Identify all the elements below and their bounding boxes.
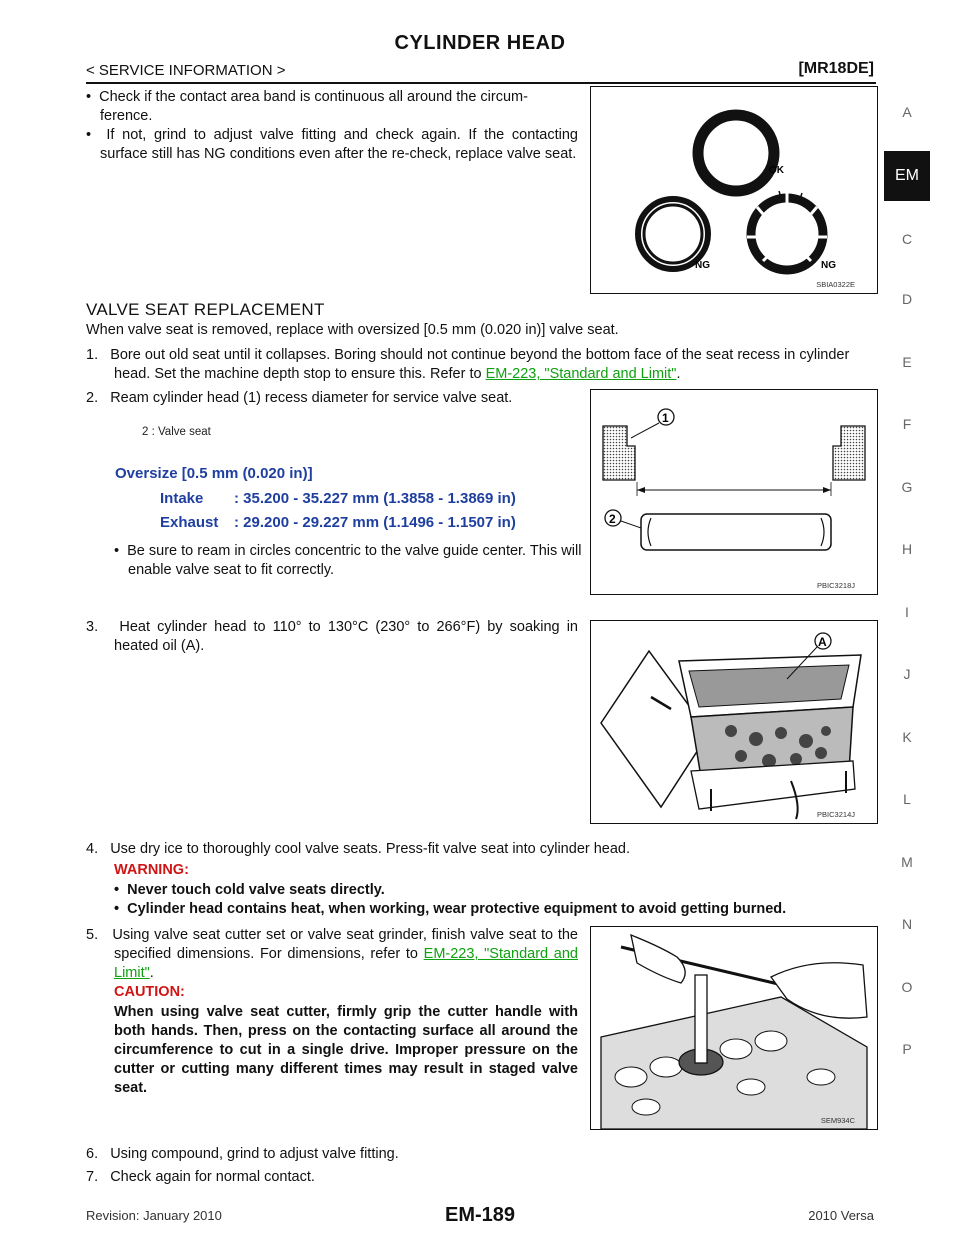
index-tab-h[interactable]: H	[901, 541, 913, 557]
intake-label: Intake	[160, 490, 204, 507]
valve-seat-cutter-figure	[590, 926, 878, 1130]
index-tab-n[interactable]: N	[901, 916, 913, 932]
index-tab-g[interactable]: G	[901, 479, 913, 495]
callout-2: 2	[609, 512, 616, 526]
section-breadcrumb: < SERVICE INFORMATION >	[86, 62, 286, 79]
revision-date: Revision: January 2010	[86, 1208, 222, 1223]
oil-bath-figure	[590, 620, 878, 824]
figure-code: PBIC3218J	[817, 581, 855, 590]
index-tab-e[interactable]: E	[902, 354, 912, 370]
ng-label-2: NG	[821, 260, 836, 271]
step-1: 1. Bore out old seat until it collapses. Boring should not continue beyond the bottom face of the seat recess in cylinder head. Set the machine depth stop to ensure this. Refer to EM-223, "Standard and Limit".	[86, 347, 850, 382]
page-number: EM-189	[444, 1204, 516, 1226]
ok-label: OK	[769, 165, 784, 176]
step-5: 5. Using valve seat cutter set or valve seat grinder, finish valve seat to the specified dimensions. For dimensions, refer to EM-223, "Standard and Limit".	[86, 927, 578, 981]
index-tab-l[interactable]: L	[903, 791, 911, 807]
step-7: 7. Check again for normal contact.	[86, 1169, 315, 1185]
section-heading: VALVE SEAT REPLACEMENT	[86, 300, 325, 319]
standard-limit-link[interactable]: EM-223, "Standard and Limit"	[485, 366, 677, 382]
callout-1: 1	[662, 411, 669, 425]
warning-label: WARNING:	[114, 862, 189, 878]
recess-diameter-figure	[590, 389, 878, 595]
step-3: 3. Heat cylinder head to 110° to 130°C (230° to 266°F) by soaking in heated oil (A).	[86, 619, 578, 654]
list-item: • Check if the contact area band is continuous all around the circum-ference.	[86, 89, 528, 124]
ream-note: • Be sure to ream in circles concentric to the valve guide center. This will enable valve seat to fit correctly.	[114, 543, 582, 578]
index-tab-m[interactable]: M	[901, 854, 913, 870]
caution-text: When using valve seat cutter, firmly grip the cutter handle with both hands. Then, press on the contacting surface all around the circumference to cut in a single drive. Improper pressure on the cutter or cutting many different times may result in staged valve seat.	[114, 1004, 578, 1096]
callout-a: A	[818, 635, 827, 649]
list-item: • Never touch cold valve seats directly.	[114, 882, 385, 898]
index-tab-i[interactable]: I	[905, 604, 909, 620]
figure-code: SBIA0322E	[816, 280, 855, 289]
cylinder-head-recess-illustration	[591, 390, 877, 594]
engine-model: [MR18DE]	[798, 60, 874, 77]
list-item: • Cylinder head contains heat, when working, wear protective equipment to avoid getting burned.	[114, 901, 787, 917]
section-intro: When valve seat is removed, replace with oversized [0.5 mm (0.020 in)] valve seat.	[86, 322, 619, 338]
edition: 2010 Versa	[808, 1208, 874, 1223]
page-title: CYLINDER HEAD	[394, 32, 566, 54]
intake-value: : 35.200 - 35.227 mm (1.3858 - 1.3869 in)	[234, 490, 516, 507]
oversize-spec-title: Oversize [0.5 mm (0.020 in)]	[115, 465, 313, 482]
exhaust-label: Exhaust	[160, 514, 219, 531]
index-tab-j[interactable]: J	[903, 666, 911, 682]
figure-code: PBIC3214J	[817, 810, 855, 819]
heated-oil-bath-illustration	[591, 621, 877, 823]
index-tab-c[interactable]: C	[901, 231, 913, 247]
step-4: 4. Use dry ice to thoroughly cool valve seats. Press-fit valve seat into cylinder head.	[86, 841, 631, 857]
header-rule	[86, 82, 876, 84]
index-tab-f[interactable]: F	[902, 416, 912, 432]
step-2: 2. Ream cylinder head (1) recess diameter for service valve seat.	[86, 390, 513, 406]
index-tab-p[interactable]: P	[902, 1041, 912, 1057]
cutter-on-cylinder-head-illustration	[591, 927, 877, 1129]
warning-list	[114, 881, 884, 919]
step-6: 6. Using compound, grind to adjust valve fitting.	[86, 1146, 399, 1162]
index-tab-o[interactable]: O	[901, 979, 913, 995]
index-tab-a[interactable]: A	[902, 104, 912, 120]
list-item: • If not, grind to adjust valve fitting and check again. If the contacting surface still has NG conditions even after the re-check, replace valve seat.	[86, 127, 578, 162]
index-tab-k[interactable]: K	[902, 729, 912, 745]
contact-rings-illustration	[591, 87, 877, 293]
figure-legend: 2 : Valve seat	[142, 426, 211, 438]
contact-pattern-figure	[590, 86, 878, 294]
index-tab-d[interactable]: D	[901, 291, 913, 307]
exhaust-value: : 29.200 - 29.227 mm (1.1496 - 1.1507 in)	[234, 514, 516, 531]
contact-check-list	[86, 88, 578, 164]
ng-label-1: NG	[695, 260, 710, 271]
index-tab-em[interactable]: EM	[884, 151, 930, 201]
standard-limit-link[interactable]: EM-223, "Standard and Limit"	[114, 946, 578, 981]
figure-code: SEM934C	[820, 1116, 855, 1125]
caution-label: CAUTION:	[114, 984, 185, 1000]
